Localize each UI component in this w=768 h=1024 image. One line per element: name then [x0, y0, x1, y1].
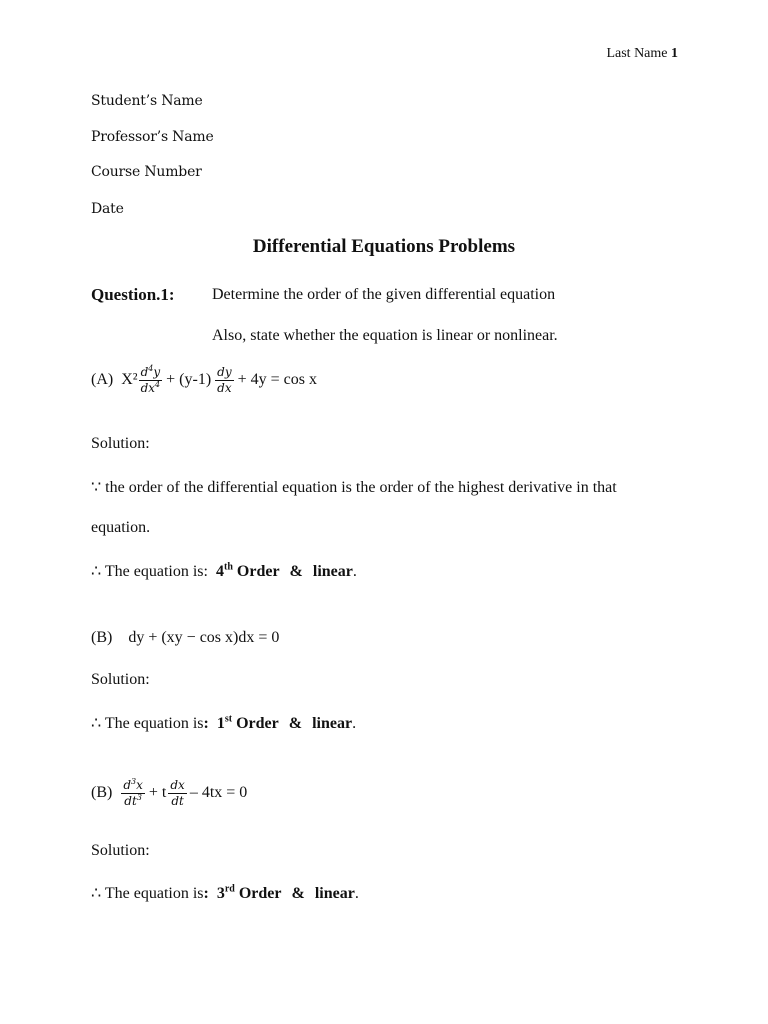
course-number: Course Number [91, 164, 202, 180]
part-a-coef: X² [121, 371, 138, 389]
part-c-label: (B) [91, 784, 113, 802]
question-label: Question.1: [91, 285, 175, 304]
part-a-solution-label: Solution: [91, 435, 150, 452]
header-last-name: Last Name [606, 46, 668, 61]
fraction-dx-dt: $\frac{dx}{dt}$ [170, 778, 185, 808]
equation-b [91, 629, 279, 647]
fraction-d3x-dt3: $\frac{d^3x}{dt^3}$ [123, 777, 143, 808]
student-name: Student’s Name [91, 93, 203, 109]
part-a-mid: + (y-1) [166, 371, 212, 389]
question-line-1: Determine the order of the given differential equation [212, 286, 556, 303]
part-c-mid: + t [148, 784, 167, 802]
part-a-tail: + 4y = cos x [237, 371, 317, 389]
equation-c [91, 779, 247, 807]
question-line-2: Also, state whether the equation is linear or nonlinear. [212, 327, 558, 344]
part-b-answer: ∴ The equation is: 1st Order & linear. [91, 713, 357, 732]
part-b-label: (B) [91, 629, 113, 646]
part-c-tail: – 4tx = 0 [189, 784, 248, 802]
equation-a [91, 366, 317, 394]
page-header [606, 46, 678, 62]
fraction-d4y-dx4: $\frac{d^4y}{dx^4}$ [140, 364, 161, 395]
professor-name: Professor’s Name [91, 129, 214, 145]
part-b-solution-label: Solution: [91, 671, 150, 688]
date: Date [91, 201, 124, 217]
part-c-answer: ∴ The equation is: 3rd Order & linear. [91, 883, 359, 902]
page-number: 1 [671, 46, 678, 61]
part-b-equation: dy + (xy − cos x)dx = 0 [128, 629, 280, 646]
fraction-dy-dx: $\frac{dy}{dx}$ [217, 365, 232, 395]
part-a-answer: ∴ The equation is: 4th Order & linear. [91, 561, 357, 580]
page-title: Differential Equations Problems [252, 236, 516, 257]
part-a-reason-line-2: equation. [91, 519, 151, 536]
part-a-label: (A) [91, 371, 114, 389]
part-a-reason-line-1: ∵ the order of the differential equation is the order of the highest derivative in that [91, 479, 617, 496]
part-c-solution-label: Solution: [91, 842, 150, 859]
